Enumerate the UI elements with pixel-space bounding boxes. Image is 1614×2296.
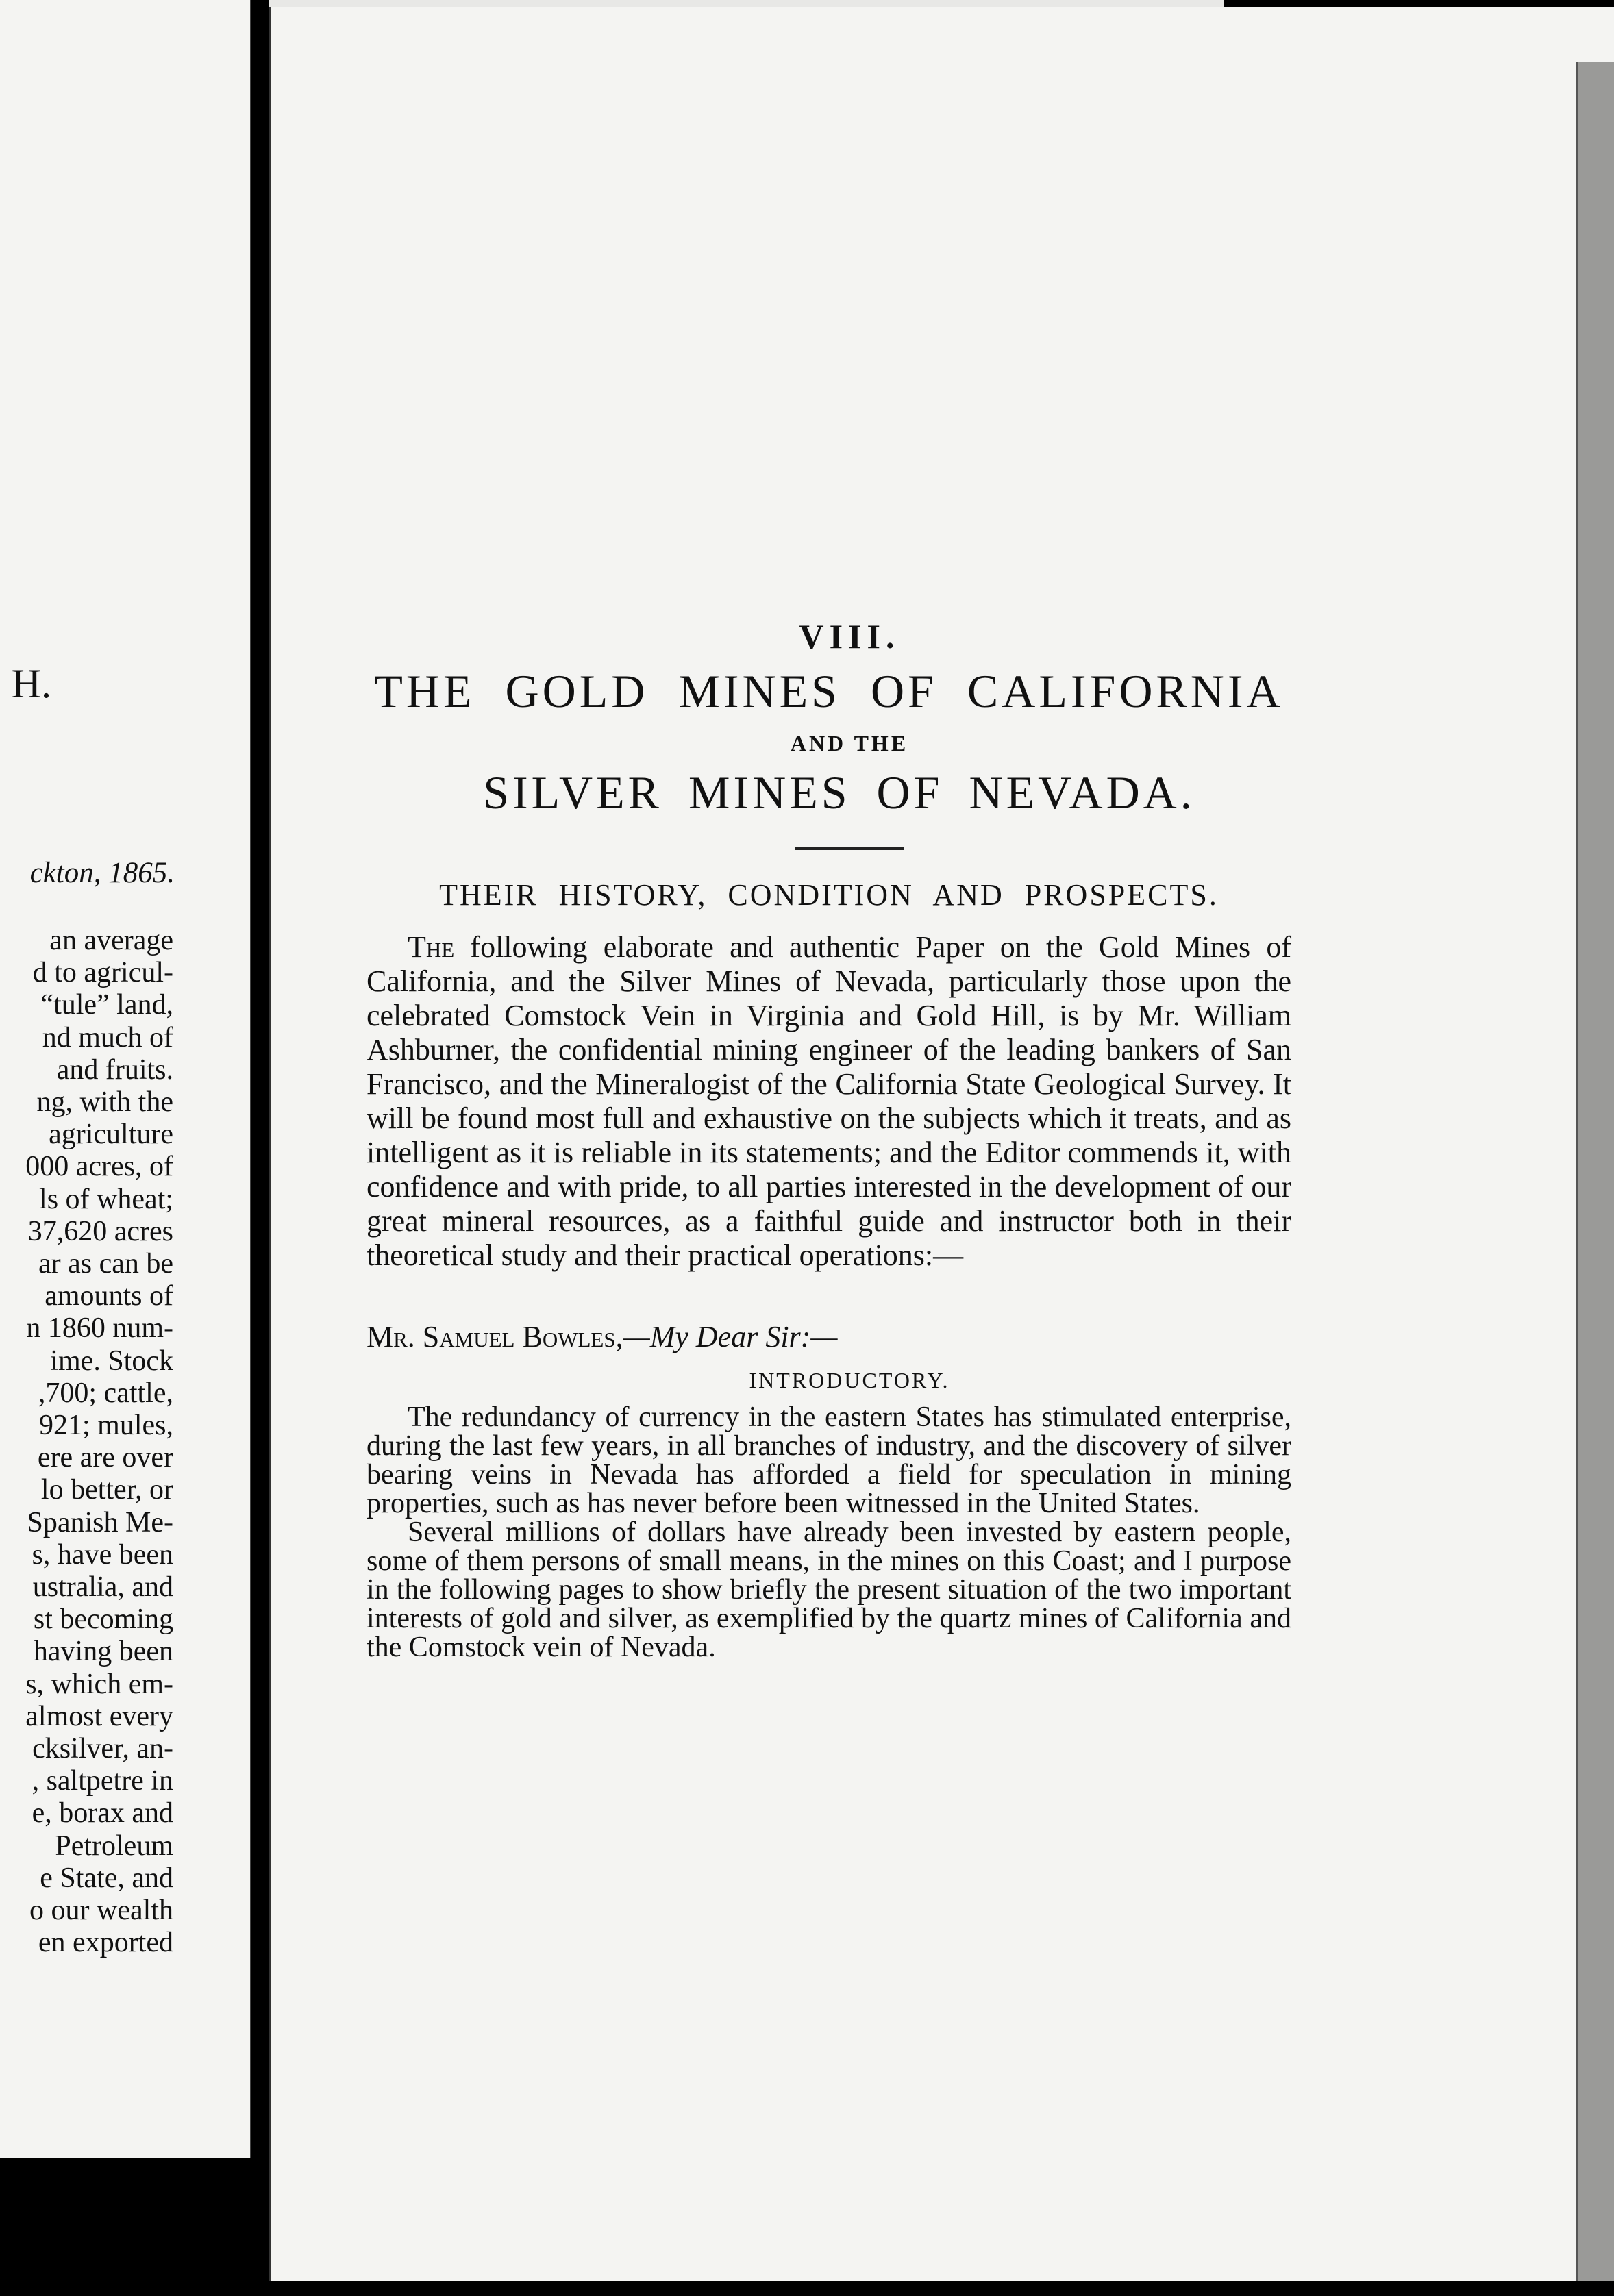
letter-salutation [367,1319,1291,1354]
left-page-line: en exported [38,1927,173,1959]
left-page-line: o our wealth [29,1895,173,1927]
letter-paragraph-2: Several millions of dollars have already been invested by eastern people, some of them persons of small means, in the mines on this Coast; and I purpose in the following pages to show briefly the present situation of the two important interests of gold and silver, as exemplified by the quartz mines of California and the Comstock vein of Nevada. [367,1517,1291,1663]
intro-paragraph-text: following elaborate and authentic Paper on the Gold Mines of California, and the Silver Mines of Nevada, particularly those upon the celebrated Comstock Vein in Virginia and Gold Hill, is by Mr. William Ashburner, the confidential mining engineer of the leading bankers of San Francisco, and the Mineralogist of the California State Geological Survey. It will be found most full and exhaustive on the subjects which it treats, and as intelligent as it is reliable in its statements; and the Editor commends it, with confidence and with pride, to all parties interested in the development of our great mineral resources, as a faithful guide and instructor both in their theoretical study and their practical operations:— [367,930,1292,1272]
left-page-line: having been [33,1636,173,1668]
left-page-line: n 1860 num- [26,1312,173,1345]
left-page-heading-fragment: H. [11,661,51,706]
left-page-line: e, borax and [32,1797,173,1830]
left-page-line: d to agricul- [32,957,173,989]
page-edge-shadow [1576,62,1614,2281]
left-page-line: st becoming [33,1604,173,1636]
chapter-content [367,616,1291,1662]
left-page-dateline: ckton, 1865. [29,857,175,889]
letter-paragraph-1: The redundancy of currency in the eastern States has stimulated enterprise, during the last few years, in all branches of industry, and the discovery of silver bearing veins in Nevada has afforded a field for speculation in mining properties, such as has never before been witnessed in the United States. [367,1401,1291,1519]
title-divider [795,847,904,850]
left-page-line: ng, with the [36,1086,173,1119]
left-page-line: cksilver, an- [32,1733,173,1765]
salutation-greeting: —My Dear Sir:— [623,1320,838,1353]
left-page-line: ere are over [37,1442,173,1474]
chapter-number: VIII. [799,617,900,656]
left-page-line: ,700; cattle, [38,1377,173,1409]
left-page-text-column [25,925,173,1960]
editor-intro [367,930,1291,1273]
left-page-line: ar as can be [38,1248,173,1280]
left-page-line: s, which em- [25,1668,173,1700]
chapter-subtitle: THEIR HISTORY, CONDITION AND PROSPECTS. [439,878,1219,912]
left-page-line: ime. Stock [50,1345,173,1377]
chapter-title-connector: AND THE [790,731,909,756]
left-page-line: 921; mules, [39,1410,173,1442]
letter-body [367,1403,1291,1662]
left-page-line: Petroleum [55,1830,173,1862]
chapter-title-line2: SILVER MINES OF NEVADA. [483,766,1195,819]
left-page-line: 000 acres, of [25,1151,173,1183]
left-page-line: almost every [25,1700,173,1732]
left-page-line: amounts of [45,1280,173,1312]
left-page-line: agriculture [49,1119,173,1151]
left-page-line: nd much of [42,1021,173,1053]
left-page-line: e State, and [40,1862,173,1894]
editor-intro-paragraph [367,930,1291,1273]
right-page [269,7,1614,2281]
left-page-line: s, have been [32,1538,173,1571]
left-page-line: an average [49,925,173,956]
intro-lead-word: The [408,930,455,964]
left-page-line: ustralia, and [32,1571,173,1604]
left-page-line: “tule” land, [40,989,173,1021]
left-page-line: lo better, or [40,1474,173,1506]
left-page-line: , saltpetre in [32,1765,173,1797]
section-heading: INTRODUCTORY. [749,1368,950,1393]
left-page-line: ls of wheat; [39,1183,173,1215]
left-facing-page [0,0,251,2158]
left-page-line: 37,620 acres [27,1215,173,1247]
chapter-title-line1: THE GOLD MINES OF CALIFORNIA [374,665,1284,717]
left-page-line: Spanish Me- [27,1506,173,1538]
salutation-name: Mr. Samuel Bowles, [367,1320,623,1353]
left-page-line: and fruits. [56,1053,173,1086]
